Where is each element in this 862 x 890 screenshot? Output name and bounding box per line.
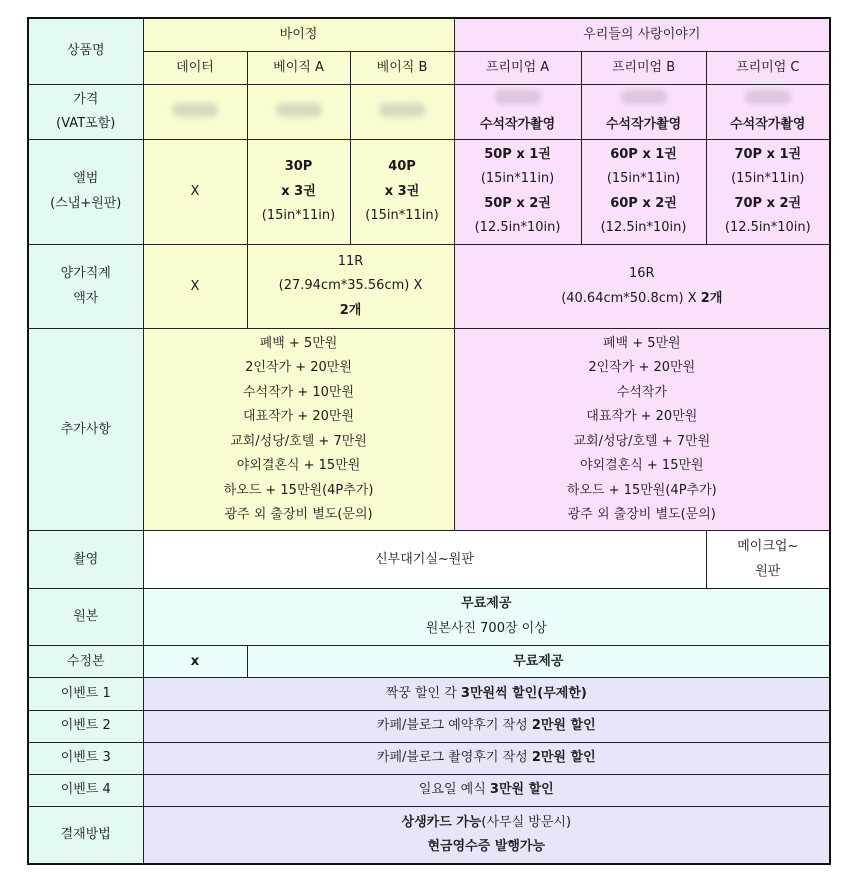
album-premium-c-sub-size: (12.5in*10in) xyxy=(724,220,811,236)
blurred-price xyxy=(745,90,791,104)
event-3-text xyxy=(143,742,830,774)
plan-basic-b-header: 베이직 B xyxy=(350,51,454,84)
album-premium-b-main-size: (15in*11in) xyxy=(606,171,681,187)
price-basic-a-blurred xyxy=(247,84,350,139)
price-premium-b xyxy=(581,84,706,139)
premium-b-note: 수석작가촬영 xyxy=(605,117,682,133)
shooting-premium-c-line2: 원판 xyxy=(755,563,781,579)
extras-basic-item: 2인작가 + 20만원 xyxy=(245,360,352,376)
price-basic-b-blurred xyxy=(350,84,454,139)
frame-basic-size: 11R xyxy=(337,253,364,269)
event-4-bold: 3만원 할인 xyxy=(489,782,554,798)
extras-basic-item: 야외결혼식 + 15만원 xyxy=(236,458,361,474)
album-basic-b-pages: 40P xyxy=(388,159,416,175)
blurred-price xyxy=(276,103,322,117)
event-2-label: 이벤트 2 xyxy=(28,710,143,742)
album-premium-b-sub-size: (12.5in*10in) xyxy=(600,220,687,236)
payment-label: 결재방법 xyxy=(28,807,143,864)
blurred-price xyxy=(379,103,425,117)
event-4-text xyxy=(143,774,830,806)
album-basic-a xyxy=(247,140,350,245)
event-4-plain: 일요일 예식 xyxy=(418,782,490,798)
event-3-bold: 2만원 할인 xyxy=(531,750,596,766)
revision-others: 무료제공 xyxy=(247,646,830,678)
album-basic-a-size: (15in*11in) xyxy=(261,208,336,224)
extras-premium-item: 수석작가 xyxy=(616,384,667,400)
album-premium-c-main: 70P x 1권 xyxy=(734,146,802,162)
event-4-label: 이벤트 4 xyxy=(28,774,143,806)
extras-basic-item: 하오드 + 15만원(4P추가) xyxy=(223,482,374,498)
price-label-line1: 가격 xyxy=(73,91,99,107)
album-premium-b-sub: 60P x 2권 xyxy=(610,195,677,211)
album-premium-a-main: 50P x 1권 xyxy=(484,146,551,162)
album-premium-a-sub: 50P x 2권 xyxy=(484,195,551,211)
album-premium-a-sub-size: (12.5in*10in) xyxy=(474,220,561,236)
payment-line1 xyxy=(146,811,828,836)
shooting-premium-c xyxy=(706,531,830,588)
event-2-text xyxy=(143,710,830,742)
original-line1: 무료제공 xyxy=(461,596,512,612)
frame-basic xyxy=(247,244,454,328)
blurred-price xyxy=(621,90,667,104)
payment-line1-plain: (사무실 방문시) xyxy=(481,814,572,830)
price-label-line2: (VAT포함) xyxy=(56,116,116,132)
event-1-bold: 3만원씩 할인(무제한) xyxy=(460,685,587,701)
extras-basic-item: 광주 외 출장비 별도(문의) xyxy=(224,507,373,523)
product-name-header: 상품명 xyxy=(28,18,143,84)
extras-premium-item: 광주 외 출장비 별도(문의) xyxy=(567,507,716,523)
plan-data-header: 데이터 xyxy=(143,51,247,84)
extras-premium xyxy=(454,329,830,531)
frame-premium xyxy=(454,244,830,328)
album-premium-b xyxy=(581,140,706,245)
event-1-plain: 짝꿍 할인 각 xyxy=(385,685,461,701)
group-basic-header: 바이정 xyxy=(143,18,454,51)
blurred-price xyxy=(495,90,541,104)
group-premium-header: 우리들의 사랑이야기 xyxy=(454,18,830,51)
shooting-label: 촬영 xyxy=(28,531,143,588)
event-1-text xyxy=(143,678,830,710)
price-premium-c xyxy=(706,84,830,139)
frame-premium-dims: (40.64cm*50.8cm) X xyxy=(561,290,697,306)
frame-data: X xyxy=(143,244,247,328)
plan-premium-a-header: 프리미엄 A xyxy=(454,51,581,84)
original-value xyxy=(143,588,830,645)
original-line2: 원본사진 700장 이상 xyxy=(425,620,547,636)
frame-label-line2: 액자 xyxy=(73,290,99,306)
extras-premium-item: 폐백 + 5만원 xyxy=(602,335,681,351)
price-data-blurred xyxy=(143,84,247,139)
album-label-line2: (스냅+원판) xyxy=(50,195,122,211)
event-2-plain: 카페/블로그 예약후기 작성 xyxy=(376,718,532,734)
frame-premium-qty: 2개 xyxy=(700,290,723,306)
album-basic-b-count: x 3권 xyxy=(384,183,420,199)
event-1-label: 이벤트 1 xyxy=(28,678,143,710)
album-premium-a-main-size: (15in*11in) xyxy=(480,171,555,187)
price-premium-a xyxy=(454,84,581,139)
album-data: X xyxy=(143,140,247,245)
extras-basic xyxy=(143,329,454,531)
shooting-premium-c-line1: 메이크업~ xyxy=(737,539,799,555)
frame-label xyxy=(28,244,143,328)
extras-basic-item: 대표작가 + 20만원 xyxy=(242,409,355,425)
album-basic-a-count: x 3권 xyxy=(281,183,316,199)
extras-premium-item: 하오드 + 15만원(4P추가) xyxy=(566,482,717,498)
album-label-line1: 앨범 xyxy=(73,171,99,187)
revision-data: x xyxy=(143,646,247,678)
shooting-main: 신부대기실~원판 xyxy=(143,531,706,588)
blurred-price xyxy=(172,103,218,117)
album-premium-a xyxy=(454,140,581,245)
extras-premium-item: 2인작가 + 20만원 xyxy=(588,360,696,376)
event-2-bold: 2만원 할인 xyxy=(531,718,596,734)
album-premium-c-sub: 70P x 2권 xyxy=(734,195,802,211)
extras-premium-item: 대표작가 + 20만원 xyxy=(586,409,698,425)
extras-label: 추가사항 xyxy=(28,329,143,531)
plan-premium-c-header: 프리미엄 C xyxy=(706,51,830,84)
payment-line2: 현금영수증 발행가능 xyxy=(427,839,546,855)
album-premium-c-main-size: (15in*11in) xyxy=(731,171,805,187)
premium-a-note: 수석작가촬영 xyxy=(479,117,556,133)
album-label xyxy=(28,140,143,245)
extras-basic-item: 교회/성당/호텔 + 7만원 xyxy=(230,433,367,449)
event-3-label: 이벤트 3 xyxy=(28,742,143,774)
price-label xyxy=(28,84,143,139)
payment-value xyxy=(143,807,830,864)
extras-basic-item: 폐백 + 5만원 xyxy=(259,335,338,351)
frame-premium-size: 16R xyxy=(629,266,655,282)
plan-basic-a-header: 베이직 A xyxy=(247,51,350,84)
frame-label-line1: 양가직계 xyxy=(60,266,111,282)
album-basic-b xyxy=(350,140,454,245)
extras-premium-item: 교회/성당/호텔 + 7만원 xyxy=(573,433,711,449)
frame-basic-dims: (27.94cm*35.56cm) X xyxy=(278,278,423,294)
extras-premium-item: 야외결혼식 + 15만원 xyxy=(579,458,704,474)
frame-basic-qty: 2개 xyxy=(339,302,362,318)
event-3-plain: 카페/블로그 촬영후기 작성 xyxy=(376,750,532,766)
price-table xyxy=(27,17,831,865)
album-basic-a-pages: 30P xyxy=(284,159,313,175)
plan-premium-b-header: 프리미엄 B xyxy=(581,51,706,84)
frame-premium-dims-line xyxy=(457,287,828,312)
album-basic-b-size: (15in*11in) xyxy=(365,208,439,224)
album-premium-c xyxy=(706,140,830,245)
album-premium-b-main: 60P x 1권 xyxy=(610,146,677,162)
premium-c-note: 수석작가촬영 xyxy=(730,117,806,133)
revision-label: 수정본 xyxy=(28,646,143,678)
extras-basic-item: 수석작가 + 10만원 xyxy=(242,384,355,400)
original-label: 원본 xyxy=(28,588,143,645)
payment-line1-bold: 상생카드 가능 xyxy=(401,814,482,830)
